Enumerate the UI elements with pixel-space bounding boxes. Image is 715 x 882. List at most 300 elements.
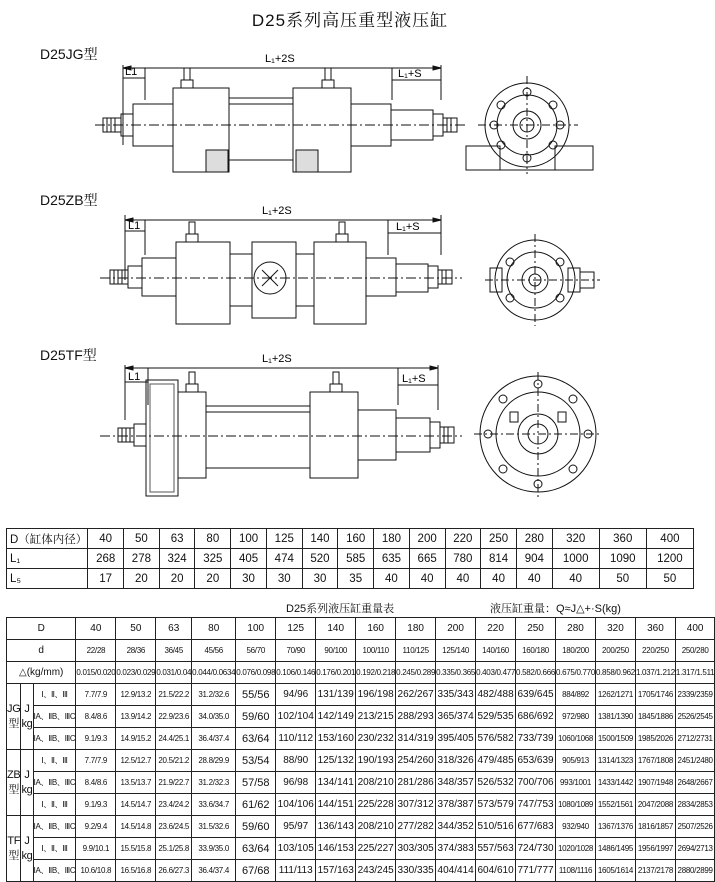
table-cell: 213/215 — [356, 706, 396, 728]
table-cell: 724/730 — [516, 838, 556, 860]
table-cell: 510/516 — [476, 816, 516, 838]
table-row — [7, 640, 715, 662]
table-cell: 40 — [516, 569, 552, 589]
table-cell: 40 — [88, 529, 124, 549]
table-cell: 36.4/37.4 — [192, 860, 236, 882]
section-label-tf: D25TF型 — [40, 347, 97, 363]
table-cell: 307/312 — [396, 794, 436, 816]
table-cell: 50 — [124, 529, 160, 549]
table-cell: 55/56 — [236, 684, 276, 706]
table-cell: 12.9/13.2 — [116, 684, 156, 706]
table-cell: 40 — [552, 569, 599, 589]
table-cell: 63/64 — [236, 838, 276, 860]
table-cell: 771/777 — [516, 860, 556, 882]
table-cell: 318/326 — [436, 750, 476, 772]
table-cell: 585 — [338, 549, 374, 569]
table-cell: 1020/1028 — [556, 838, 596, 860]
table-cell: 1200 — [646, 549, 693, 569]
table-cell: 780 — [445, 549, 481, 569]
table-cell: 250 — [516, 618, 556, 640]
table-cell: 0.176/0.201 — [316, 662, 356, 684]
table-cell: 404/414 — [436, 860, 476, 882]
table-cell: 110/112 — [276, 728, 316, 750]
table-cell: 733/739 — [516, 728, 556, 750]
table-cell: 303/305 — [396, 838, 436, 860]
table-cell: 30 — [231, 569, 267, 589]
row-header: ⅠA、ⅡB、ⅢC — [33, 728, 76, 750]
table-cell: 0.044/0.0634 — [192, 662, 236, 684]
table-cell: 56/70 — [236, 640, 276, 662]
table-cell: 14.5/14.7 — [116, 794, 156, 816]
table-cell: 7.7/7.9 — [76, 684, 116, 706]
table-cell: 57/58 — [236, 772, 276, 794]
table-cell: 180/200 — [556, 640, 596, 662]
dim-ls-zb: L₁+S — [396, 221, 420, 233]
table-cell: 28/36 — [116, 640, 156, 662]
row-header: d — [7, 640, 76, 662]
table-cell: 196/198 — [356, 684, 396, 706]
table-cell: 324 — [159, 549, 195, 569]
table-cell: 180 — [374, 529, 410, 549]
table-cell: 2834/2853 — [675, 794, 714, 816]
table-cell: 160 — [356, 618, 396, 640]
table-cell: 40 — [374, 569, 410, 589]
group-kg: kg — [21, 783, 33, 796]
table-cell: 814 — [481, 549, 517, 569]
table-cell: 53/54 — [236, 750, 276, 772]
table-cell: 22.9/23.6 — [156, 706, 192, 728]
table-cell: 220 — [476, 618, 516, 640]
table-cell: 0.858/0.962 — [595, 662, 635, 684]
table-cell: 344/352 — [436, 816, 476, 838]
table-cell: 50 — [599, 569, 646, 589]
dim-l1-jg: L1 — [125, 66, 138, 78]
table-cell: 9.9/10.1 — [76, 838, 116, 860]
table-cell: 125/140 — [436, 640, 476, 662]
table-cell: 2712/2731 — [675, 728, 714, 750]
table-cell: 50 — [646, 569, 693, 589]
table-cell: 0.106/0.146 — [276, 662, 316, 684]
table-cell: 700/706 — [516, 772, 556, 794]
table-cell: 31.2/32.6 — [192, 684, 236, 706]
table-cell: 2526/2545 — [675, 706, 714, 728]
table-cell: 8.4/8.6 — [76, 706, 116, 728]
table-row — [7, 838, 715, 860]
table-row — [7, 684, 715, 706]
table-cell: 0.675/0.770 — [556, 662, 596, 684]
table-row — [7, 549, 694, 569]
table-cell: 146/153 — [316, 838, 356, 860]
row-header: ⅠA、ⅡB、ⅢC — [33, 772, 76, 794]
group-type: TF — [7, 834, 21, 847]
table-cell: 9.1/9.3 — [76, 728, 116, 750]
table-row — [7, 662, 715, 684]
table-cell: 225/228 — [356, 794, 396, 816]
table-cell: 360 — [599, 529, 646, 549]
table-cell: 1816/1857 — [635, 816, 675, 838]
table-cell: 30 — [302, 569, 338, 589]
table-cell: 20 — [124, 569, 160, 589]
table-cell: 278 — [124, 549, 160, 569]
group-kg: kg — [21, 849, 33, 862]
table-cell: 100 — [236, 618, 276, 640]
table-cell: 360 — [635, 618, 675, 640]
table-cell: 526/532 — [476, 772, 516, 794]
table-cell: 31.5/32.6 — [192, 816, 236, 838]
table-cell: 314/319 — [396, 728, 436, 750]
table-cell: 365/374 — [436, 706, 476, 728]
table-cell: 993/1001 — [556, 772, 596, 794]
table-cell: 320 — [552, 529, 599, 549]
table-cell: 110/125 — [396, 640, 436, 662]
table-row — [7, 569, 694, 589]
table-cell: 95/97 — [276, 816, 316, 838]
row-header: L₁ — [7, 549, 88, 569]
table-cell: 26.6/27.3 — [156, 860, 192, 882]
table-cell: 677/683 — [516, 816, 556, 838]
group-unit-cell — [21, 750, 33, 816]
group-unit-cell — [21, 684, 33, 750]
table-cell: 25.1/25.8 — [156, 838, 192, 860]
group-type-cell — [7, 816, 21, 882]
table-row — [7, 772, 715, 794]
table-cell: 31.2/32.3 — [192, 772, 236, 794]
table-cell: 330/335 — [396, 860, 436, 882]
table-cell: 576/582 — [476, 728, 516, 750]
table-cell: 21.5/22.2 — [156, 684, 192, 706]
table-cell: 1845/1886 — [635, 706, 675, 728]
table-cell: 50 — [116, 618, 156, 640]
table-cell: 33.6/34.7 — [192, 794, 236, 816]
table-cell: 400 — [646, 529, 693, 549]
table-cell: 102/104 — [276, 706, 316, 728]
table-cell: 2339/2359 — [675, 684, 714, 706]
table-cell: 1.037/1.212 — [635, 662, 675, 684]
table-cell: 36.4/37.4 — [192, 728, 236, 750]
table-cell: 40 — [445, 569, 481, 589]
table-cell: 140 — [316, 618, 356, 640]
table-cell: 243/245 — [356, 860, 396, 882]
table-cell: 96/98 — [276, 772, 316, 794]
table-cell: 17 — [88, 569, 124, 589]
group-j: J — [24, 702, 30, 715]
table-cell: 250 — [481, 529, 517, 549]
table-cell: 2137/2178 — [635, 860, 675, 882]
table-cell: 268 — [88, 549, 124, 569]
table-cell: 23.6/24.5 — [156, 816, 192, 838]
table-cell: 9.2/9.4 — [76, 816, 116, 838]
table-cell: 28.8/29.9 — [192, 750, 236, 772]
table-cell: 103/105 — [276, 838, 316, 860]
table-cell: 1433/1442 — [595, 772, 635, 794]
table-cell: 220/250 — [635, 640, 675, 662]
table-cell: 374/383 — [436, 838, 476, 860]
dim-stroke-jg: L₁+2S — [265, 53, 295, 65]
table-cell: 20.5/21.2 — [156, 750, 192, 772]
section-label-jg: D25JG型 — [40, 46, 98, 62]
table-cell: 208/210 — [356, 816, 396, 838]
group-unit-cell — [21, 816, 33, 882]
group-type: ZB — [7, 768, 21, 781]
table-row — [7, 728, 715, 750]
table-cell: 277/282 — [396, 816, 436, 838]
table-row — [7, 706, 715, 728]
table-cell: 63 — [156, 618, 192, 640]
table-cell: 1705/1746 — [635, 684, 675, 706]
table-cell: 320 — [595, 618, 635, 640]
table-cell: 0.403/0.477 — [476, 662, 516, 684]
table-cell: 1381/1390 — [595, 706, 635, 728]
table-cell: 932/940 — [556, 816, 596, 838]
table-cell: 747/753 — [516, 794, 556, 816]
table-cell: 180 — [396, 618, 436, 640]
table-cell: 142/149 — [316, 706, 356, 728]
table-cell: 635 — [374, 549, 410, 569]
table-cell: 8.4/8.6 — [76, 772, 116, 794]
table-cell: 2507/2526 — [675, 816, 714, 838]
table-cell: 2880/2899 — [675, 860, 714, 882]
table-cell: 348/357 — [436, 772, 476, 794]
row-header: Ⅰ、Ⅱ、Ⅲ — [33, 794, 76, 816]
table-cell: 134/141 — [316, 772, 356, 794]
row-header: ⅠA、ⅡB、ⅢC — [33, 860, 76, 882]
table-cell: 1956/1997 — [635, 838, 675, 860]
table-cell: 153/160 — [316, 728, 356, 750]
table-cell: 220 — [445, 529, 481, 549]
table-cell: 479/485 — [476, 750, 516, 772]
table-cell: 100/110 — [356, 640, 396, 662]
row-header: Ⅰ、Ⅱ、Ⅲ — [33, 750, 76, 772]
table-cell: 520 — [302, 549, 338, 569]
group-suffix: 型 — [8, 717, 20, 730]
table-cell: 160 — [338, 529, 374, 549]
table-row — [7, 794, 715, 816]
weight-table-caption: D25系列液压缸重量表 — [286, 603, 395, 615]
table-row — [7, 816, 715, 838]
table-cell: 378/387 — [436, 794, 476, 816]
table-cell: 1767/1808 — [635, 750, 675, 772]
table-row — [7, 750, 715, 772]
table-cell: 104/106 — [276, 794, 316, 816]
table-cell: 140/160 — [476, 640, 516, 662]
group-suffix: 型 — [8, 783, 20, 796]
table-cell: 59/60 — [236, 706, 276, 728]
table-cell: 2694/2713 — [675, 838, 714, 860]
table-cell: 9.1/9.3 — [76, 794, 116, 816]
table-cell: 405 — [231, 549, 267, 569]
table-cell: 1262/1271 — [595, 684, 635, 706]
table-cell: 0.582/0.666 — [516, 662, 556, 684]
table-cell: 1486/1495 — [595, 838, 635, 860]
table-cell: 80 — [195, 529, 231, 549]
section-label-zb: D25ZB型 — [40, 192, 98, 208]
table-cell: 281/286 — [396, 772, 436, 794]
table-cell: 131/139 — [316, 684, 356, 706]
table-cell: 90/100 — [316, 640, 356, 662]
table-cell: 1060/1068 — [556, 728, 596, 750]
table-cell: 262/267 — [396, 684, 436, 706]
table-cell: 34.0/35.0 — [192, 706, 236, 728]
table-cell: 972/980 — [556, 706, 596, 728]
table-cell: 529/535 — [476, 706, 516, 728]
table-row — [7, 860, 715, 882]
table-cell: 200/250 — [595, 640, 635, 662]
table-cell: 144/151 — [316, 794, 356, 816]
table-cell: 94/96 — [276, 684, 316, 706]
table-cell: 2648/2667 — [675, 772, 714, 794]
table-cell: 200 — [409, 529, 445, 549]
table-cell: 904 — [516, 549, 552, 569]
group-type-cell — [7, 750, 21, 816]
table-cell: 21.9/22.7 — [156, 772, 192, 794]
table-cell: 111/113 — [276, 860, 316, 882]
table-cell: 136/143 — [316, 816, 356, 838]
table-cell: 400 — [675, 618, 714, 640]
table-cell: 474 — [266, 549, 302, 569]
table-cell: 230/232 — [356, 728, 396, 750]
group-j: J — [24, 768, 30, 781]
group-type: JG — [7, 702, 21, 715]
table-cell: 88/90 — [276, 750, 316, 772]
table-cell: 160/180 — [516, 640, 556, 662]
table-cell: 45/56 — [192, 640, 236, 662]
table-cell: 14.5/14.8 — [116, 816, 156, 838]
row-header: △(kg/mm) — [7, 662, 76, 684]
row-header: ⅠA、ⅡB、ⅢC — [33, 706, 76, 728]
table-cell: 280 — [556, 618, 596, 640]
table-cell: 125 — [276, 618, 316, 640]
weight-formula: 液压缸重量：Q≈J△+·S(kg) — [490, 603, 621, 615]
table-cell: 1090 — [599, 549, 646, 569]
table-cell: 0.335/0.365 — [436, 662, 476, 684]
table-cell: 0.076/0.098 — [236, 662, 276, 684]
table-cell: 250/280 — [675, 640, 714, 662]
table-cell: 905/913 — [556, 750, 596, 772]
group-j: J — [24, 834, 30, 847]
table-cell: 1605/1614 — [595, 860, 635, 882]
table-cell: 482/488 — [476, 684, 516, 706]
table-cell: 61/62 — [236, 794, 276, 816]
drawing-jg — [0, 48, 700, 198]
dim-l1-tf: L1 — [128, 371, 141, 383]
table-cell: 395/405 — [436, 728, 476, 750]
table-cell: 40 — [76, 618, 116, 640]
table-cell: 1314/1323 — [595, 750, 635, 772]
dimension-table — [6, 528, 694, 589]
table-cell: 22/28 — [76, 640, 116, 662]
table-cell: 1552/1561 — [595, 794, 635, 816]
table-cell: 1080/1089 — [556, 794, 596, 816]
table-cell: 1367/1376 — [595, 816, 635, 838]
table-cell: 1108/1116 — [556, 860, 596, 882]
table-cell: 13.9/14.2 — [116, 706, 156, 728]
table-cell: 208/210 — [356, 772, 396, 794]
table-cell: 59/60 — [236, 816, 276, 838]
table-cell: 1985/2026 — [635, 728, 675, 750]
table-cell: 653/639 — [516, 750, 556, 772]
row-header: L₅ — [7, 569, 88, 589]
table-cell: 20 — [159, 569, 195, 589]
table-cell: 288/293 — [396, 706, 436, 728]
table-cell: 125 — [266, 529, 302, 549]
dim-ls-jg: L₁+S — [398, 68, 422, 80]
table-cell: 40 — [409, 569, 445, 589]
table-cell: 200 — [436, 618, 476, 640]
weight-table — [6, 617, 715, 882]
table-cell: 254/260 — [396, 750, 436, 772]
table-cell: 0.015/0.020 — [76, 662, 116, 684]
table-cell: 63/64 — [236, 728, 276, 750]
row-header: D（缸体内径） — [7, 529, 88, 549]
table-cell: 125/132 — [316, 750, 356, 772]
dim-l1-zb: L1 — [128, 220, 141, 232]
table-cell: 335/343 — [436, 684, 476, 706]
drawing-tf — [0, 352, 700, 512]
table-cell: 0.192/0.218 — [356, 662, 396, 684]
table-cell: 884/892 — [556, 684, 596, 706]
table-cell: 225/227 — [356, 838, 396, 860]
table-cell: 36/45 — [156, 640, 192, 662]
page-title: D25系列高压重型液压缸 — [251, 11, 449, 30]
row-header: D — [7, 618, 76, 640]
table-cell: 70/90 — [276, 640, 316, 662]
table-cell: 20 — [195, 569, 231, 589]
table-cell: 100 — [231, 529, 267, 549]
table-cell: 604/610 — [476, 860, 516, 882]
table-cell: 16.5/16.8 — [116, 860, 156, 882]
table-row — [7, 618, 715, 640]
table-cell: 7.7/7.9 — [76, 750, 116, 772]
table-cell: 665 — [409, 549, 445, 569]
table-cell: 12.5/12.7 — [116, 750, 156, 772]
table-cell: 1000 — [552, 549, 599, 569]
table-cell: 573/579 — [476, 794, 516, 816]
dim-ls-tf: L₁+S — [402, 373, 426, 385]
table-cell: 0.245/0.289 — [396, 662, 436, 684]
dim-stroke-tf: L₁+2S — [262, 353, 292, 365]
row-header: Ⅰ、Ⅱ、Ⅲ — [33, 838, 76, 860]
table-cell: 0.023/0.029 — [116, 662, 156, 684]
table-cell: 67/68 — [236, 860, 276, 882]
table-cell: 14.9/15.2 — [116, 728, 156, 750]
table-row — [7, 529, 694, 549]
table-cell: 35 — [338, 569, 374, 589]
table-cell: 13.5/13.7 — [116, 772, 156, 794]
table-cell: 686/692 — [516, 706, 556, 728]
table-cell: 1500/1509 — [595, 728, 635, 750]
table-cell: 30 — [266, 569, 302, 589]
table-cell: 639/645 — [516, 684, 556, 706]
dim-stroke-zb: L₁+2S — [262, 205, 292, 217]
table-cell: 140 — [302, 529, 338, 549]
row-header: Ⅰ、Ⅱ、Ⅲ — [33, 684, 76, 706]
table-cell: 0.031/0.04 — [156, 662, 192, 684]
table-cell: 557/563 — [476, 838, 516, 860]
table-cell: 24.4/25.1 — [156, 728, 192, 750]
table-cell: 10.6/10.8 — [76, 860, 116, 882]
group-kg: kg — [21, 717, 33, 730]
table-cell: 280 — [516, 529, 552, 549]
table-cell: 325 — [195, 549, 231, 569]
table-cell: 1.317/1.511 — [675, 662, 714, 684]
table-cell: 190/193 — [356, 750, 396, 772]
table-cell: 157/163 — [316, 860, 356, 882]
table-cell: 15.5/15.8 — [116, 838, 156, 860]
table-cell: 63 — [159, 529, 195, 549]
group-type-cell — [7, 684, 21, 750]
table-cell: 33.9/35.0 — [192, 838, 236, 860]
row-header: ⅠA、ⅡB、ⅢC — [33, 816, 76, 838]
